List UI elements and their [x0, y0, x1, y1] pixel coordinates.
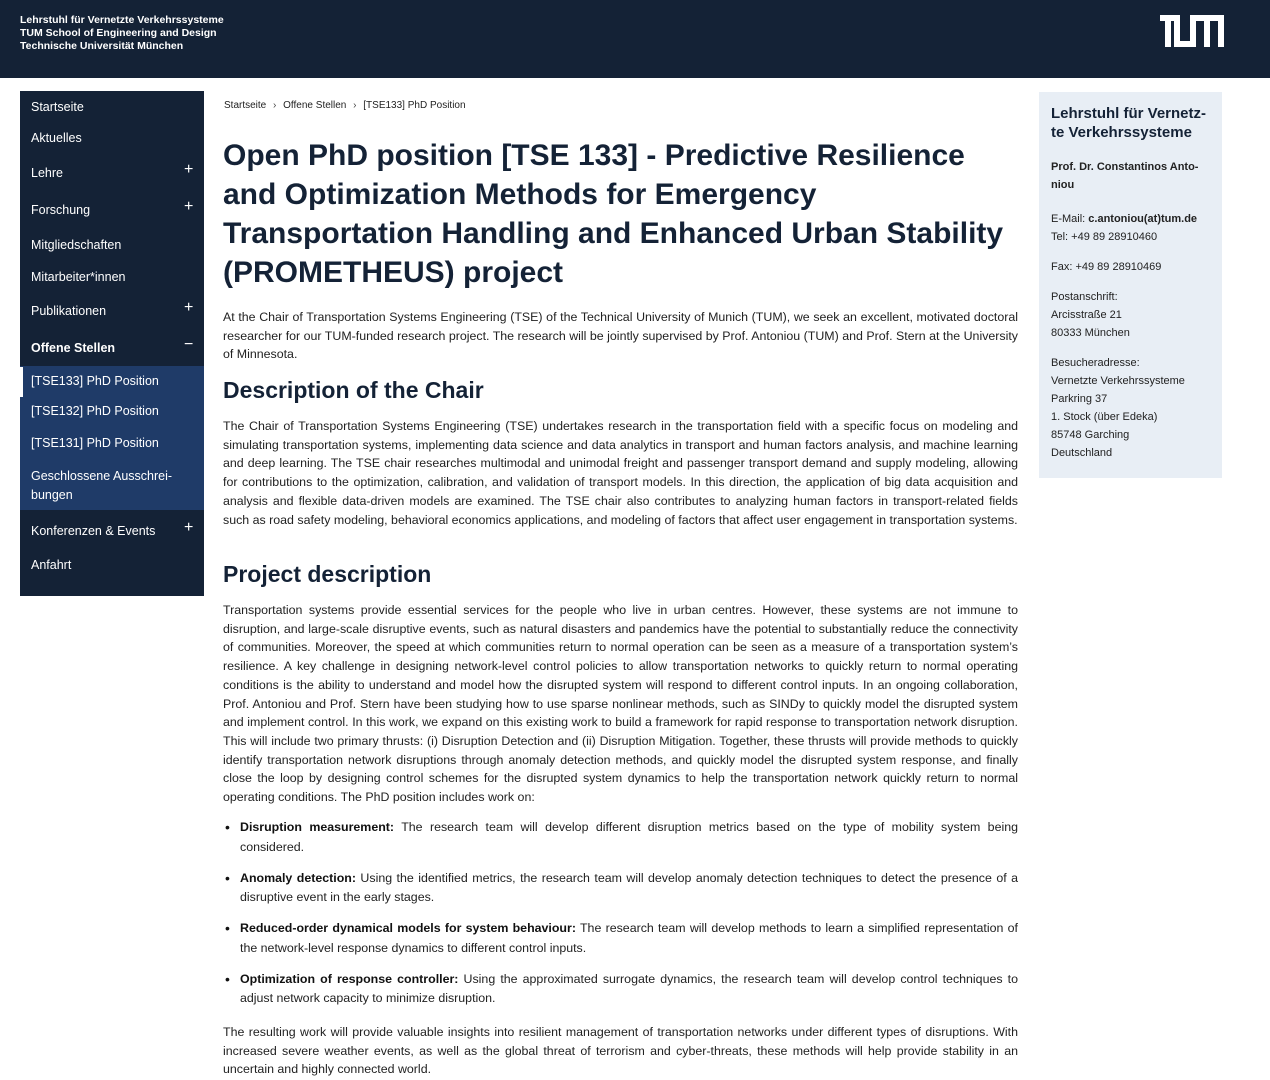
sidebar-item-publikationen[interactable]	[20, 299, 204, 324]
institution-line-3: Technische Universität München	[20, 40, 184, 52]
breadcrumb-link-startseite[interactable]: Startseite	[224, 100, 267, 111]
project-paragraph: Transportation systems provide essential services for the people who live in urban centres. However, these systems are not immune to disruption, and large-scale disruptive events, such as natural disasters and pandemics have the potential to substantially reduce the connectivity of communities. Moreover, the speed at which communities return to normal operation can be seen as a measure of a transportation system’s resilience. A key challenge in designing network-level control policies to allow transportation networks to quickly return to normal operating conditions is the ability to understand and model how the disrupted system will respond to different control inputs. In an ongoing collaboration, Prof. Antoniou and Prof. Stern have been studying how to use sparse nonlinear methods, such as SINDy to quickly model the disrupted system and implement control. In this work, we expand on this existing work to build a framework for rapid response to transportation network disruption. This will include two primary thrusts: (i) Disruption Detection and (ii) Disruption Mitigation. Together, these thrusts will provide methods to quickly identify transportation network disruptions through anomaly detection methods, and quickly model the disrupted system response, and finally close the loop by designing control schemes for the disrupted system dynamics to help the transportation network quickly return to normal operating conditions. The PhD position includes work on:	[223, 603, 1018, 805]
breadcrumb-separator-icon: ›	[273, 100, 277, 111]
expand-plus-icon[interactable]: +	[184, 519, 194, 536]
sidebar-item-label: Forschung	[31, 203, 91, 217]
closing-paragraph: The resulting work will provide valuable insights into resilient management of transportation networks under different types of disruptions. With increased severe weather events, as well as the global threat of terrorism and cyber-threats, these methods will help provide stability in an uncertain and highly connected world.	[223, 1025, 1018, 1077]
sidebar-item-mitgliedschaften[interactable]	[20, 238, 204, 258]
postal-label: Postanschrift:	[1051, 291, 1118, 303]
sidebar-item-mitarbeiter[interactable]	[20, 270, 204, 290]
sidebar-item-label: [TSE132] PhD Position	[31, 404, 159, 418]
expand-plus-icon[interactable]: +	[184, 198, 194, 215]
sidebar-item-label: Konferenzen & Events	[31, 524, 156, 538]
email-link[interactable]: c.antoniou(at)tum.de	[1088, 213, 1198, 225]
sidebar-item-label: Offene Stellen	[31, 341, 116, 355]
list-item	[223, 869, 1018, 908]
sidebar-item-label: Startseite	[31, 100, 84, 114]
breadcrumb	[224, 100, 470, 111]
postal-street: Arcisstraße 21	[1051, 309, 1122, 321]
sidebar-item-lehre[interactable]	[20, 161, 204, 186]
chair-heading: Description of the Chair	[223, 377, 484, 403]
breadcrumb-separator-icon: ›	[353, 100, 357, 111]
list-item-title: Reduced-order dynamical models for system behaviour:	[240, 921, 576, 935]
postal-city: 80333 München	[1051, 327, 1130, 339]
sidebar-item-label: Mitarbeiter*innen	[31, 270, 126, 284]
sidebar-item-label: Geschlossene Ausschrei-bungen	[31, 469, 173, 502]
sidebar-item-label: [TSE133] PhD Position	[31, 374, 159, 388]
contact-fax: Fax: +49 89 28910469	[1051, 261, 1162, 273]
institution-line-1: Lehrstuhl für Vernetzte Verkehrssysteme	[20, 14, 224, 26]
breadcrumb-current: [TSE133] PhD Position	[363, 100, 466, 111]
project-heading: Project description	[223, 561, 432, 587]
sidebar-item-startseite[interactable]	[20, 100, 204, 120]
work-packages-list	[223, 818, 1018, 1020]
visitor-line-4: 85748 Garching	[1051, 429, 1130, 441]
sidebar-item-aktuelles[interactable]	[20, 131, 204, 151]
contact-heading: Lehrstuhl für Vernetz-te Verkehrssysteme	[1051, 105, 1207, 141]
contact-panel	[1039, 92, 1222, 478]
visitor-line-3: 1. Stock (über Edeka)	[1051, 411, 1158, 423]
list-item-text: The research team will develop methods to learn a simplified representation of the network-level response dynamics to different control inputs.	[240, 921, 1018, 955]
list-item-text: Using the approximated surrogate dynamics, the research team will develop control techniques to adjust network capacity to minimize disruption.	[240, 971, 1018, 1005]
sidebar-subitem-tse132[interactable]	[20, 404, 204, 424]
list-item-text: The research team will develop different disruption metrics based on the type of mobility system being considered.	[240, 820, 1018, 854]
sidebar-nav	[20, 91, 204, 596]
sidebar-item-label: [TSE131] PhD Position	[31, 436, 159, 450]
sidebar-item-offene-stellen[interactable]	[20, 336, 204, 361]
contact-tel: Tel: +49 89 28910460	[1051, 231, 1158, 243]
list-item	[223, 919, 1018, 958]
sidebar-item-forschung[interactable]	[20, 198, 204, 223]
visitor-line-2: Parkring 37	[1051, 393, 1108, 405]
visitor-line-1: Vernetzte Verkehrssysteme	[1051, 375, 1185, 387]
breadcrumb-link-offene-stellen[interactable]: Offene Stellen	[283, 100, 347, 111]
list-item-title: Anomaly detection:	[240, 870, 356, 885]
sidebar-subitem-tse131[interactable]	[20, 436, 204, 456]
sidebar-item-anfahrt[interactable]	[20, 558, 204, 578]
sidebar-subitem-tse133[interactable]	[20, 367, 204, 397]
sidebar-item-label: Anfahrt	[31, 558, 72, 572]
list-item	[223, 818, 1018, 857]
sidebar-item-label: Lehre	[31, 166, 63, 180]
tum-logo[interactable]	[1160, 15, 1224, 47]
intro-paragraph: At the Chair of Transportation Systems Engineering (TSE) of the Technical University of Munich (TUM), we seek an excellent, motivated doctoral researcher for our TUM-funded research project. The research will be jointly supervised by Prof. Antoniou (TUM) and Prof. Stern at the University of Minnesota.	[223, 310, 1018, 362]
visitor-label: Besucheradresse:	[1051, 357, 1140, 369]
sidebar-item-konferenzen[interactable]	[20, 519, 204, 544]
chair-paragraph: The Chair of Transportation Systems Engineering (TSE) undertakes research in the transportation field with a specific focus on modeling and simulating transportation systems, implementing data science and data analytics in transport and human factors analysis, and machine learning and deep learning. The TSE chair researches multimodal and unimodal freight and passenger transport demand and supply modeling, allowing for contributions to the optimization, calibration, and validation of transport models. In this direction, the application of big data acquisition and analysis and flexible data-driven models are examined. The TSE chair also contributes to analyzing human factors in transport-related fields such as road safety modeling, behavioral economics applications, and modeling of factors that affect user engagement in transportation systems.	[223, 419, 1018, 527]
contact-email	[1051, 210, 1210, 228]
expand-plus-icon[interactable]: +	[184, 161, 194, 178]
sidebar-item-label: Aktuelles	[31, 131, 82, 145]
list-item	[223, 970, 1018, 1009]
expand-plus-icon[interactable]: +	[184, 299, 194, 316]
list-item-title: Optimization of response controller:	[240, 971, 459, 986]
institution-line-2: TUM School of Engineering and Design	[20, 27, 217, 39]
list-item-title: Disruption measurement:	[240, 820, 395, 834]
contact-name: Prof. Dr. Constantinos Anto-niou	[1051, 161, 1199, 191]
sidebar-subitem-geschlossene[interactable]	[20, 467, 204, 507]
collapse-minus-icon[interactable]: −	[184, 336, 194, 353]
site-header	[0, 0, 1270, 78]
list-item-text: Using the identified metrics, the research team will develop anomaly detection techniques to detect the presence of a disruptive event in the early stages.	[240, 870, 1018, 904]
page-title: Open PhD position [TSE 133] - Predictive Resilience and Optimization Methods for Emergency Transportation Handling and Enhanced Urban Stability (PROMETHEUS) project	[223, 139, 1004, 289]
visitor-line-5: Deutschland	[1051, 447, 1113, 459]
sidebar-item-label: Mitgliedschaften	[31, 238, 122, 252]
institution-name[interactable]	[20, 14, 224, 53]
sidebar-item-label: Publikationen	[31, 304, 107, 318]
email-label: E-Mail:	[1051, 213, 1089, 225]
